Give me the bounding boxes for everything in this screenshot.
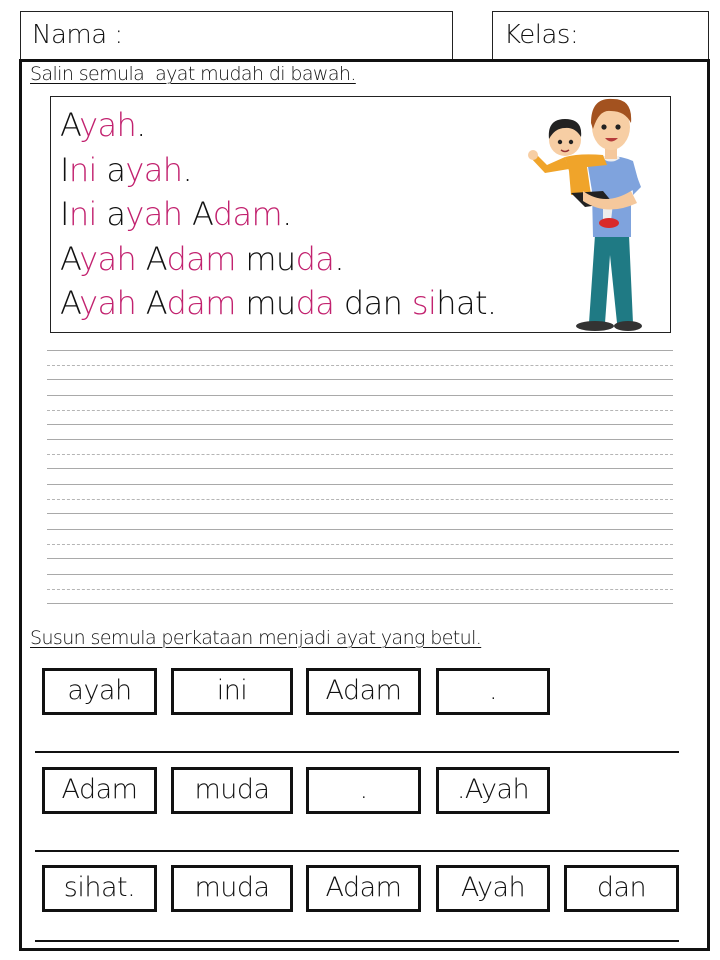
guide-midline (47, 410, 673, 411)
word-card[interactable]: ini (171, 668, 293, 715)
highlighted-syllable: ni (68, 195, 97, 233)
model-sentence (60, 103, 496, 148)
highlighted-syllable: dam (166, 284, 236, 322)
guide-line (47, 468, 673, 469)
highlighted-syllable: yah (125, 195, 183, 233)
guide-midline (47, 589, 673, 590)
syllable: . (282, 195, 292, 233)
model-sentence (60, 192, 496, 237)
syllable: A (136, 284, 167, 322)
highlighted-syllable: yah (79, 106, 137, 144)
guide-line (47, 395, 673, 396)
word-card[interactable]: ayah (42, 668, 157, 715)
father-carrying-son-icon (525, 95, 650, 333)
word-card[interactable]: Ayah (436, 865, 550, 912)
word-card[interactable]: . (436, 668, 550, 715)
copy-section-title: Salin semula ayat mudah di bawah. (30, 63, 356, 85)
syllable: A (60, 106, 80, 144)
guide-line (47, 484, 673, 485)
syllable: I (60, 195, 69, 233)
word-card[interactable]: Adam (42, 767, 157, 814)
word-card[interactable]: dan (564, 865, 679, 912)
syllable: A (60, 284, 80, 322)
arrange-section-title: Susun semula perkataan menjadi ayat yang betul. (30, 627, 482, 649)
guide-line (47, 529, 673, 530)
syllable: I (60, 150, 69, 189)
class-label: Kelas: (504, 20, 579, 50)
highlighted-syllable: si (411, 284, 437, 322)
highlighted-syllable: dam (166, 239, 236, 278)
guide-line (47, 350, 673, 351)
word-card[interactable]: . (306, 767, 421, 814)
syllable: mu (235, 239, 296, 278)
word-card[interactable]: muda (171, 767, 293, 814)
guide-midline (47, 365, 673, 366)
word-card[interactable]: muda (171, 865, 293, 912)
guide-line (47, 513, 673, 514)
guide-midline (47, 454, 673, 455)
highlighted-syllable: yah (79, 239, 137, 278)
highlighted-syllable: da (295, 239, 335, 278)
syllable: A (60, 239, 80, 278)
word-card[interactable]: .Ayah (436, 767, 550, 814)
syllable: A (182, 195, 213, 233)
highlighted-syllable: yah (79, 284, 137, 322)
model-sentence (60, 281, 496, 326)
guide-midline (47, 544, 673, 545)
syllable: A (136, 239, 167, 278)
syllable: mu (235, 284, 296, 322)
syllable: . (182, 150, 193, 189)
syllable: dan (334, 284, 412, 322)
guide-line (47, 439, 673, 440)
syllable: . (136, 106, 146, 144)
model-sentence (60, 148, 496, 193)
word-card[interactable]: Adam (306, 865, 421, 912)
father-son-illustration (525, 95, 650, 333)
class-field[interactable] (492, 11, 709, 61)
answer-line[interactable] (35, 940, 679, 942)
guide-line (47, 424, 673, 425)
highlighted-syllable: ni (68, 150, 97, 189)
sentence-list (60, 103, 496, 326)
word-card[interactable]: Adam (306, 668, 421, 715)
highlighted-syllable: dam (212, 195, 283, 233)
syllable: . (334, 239, 344, 278)
guide-line (47, 574, 673, 575)
guide-midline (47, 499, 673, 500)
answer-line[interactable] (35, 751, 679, 753)
name-field[interactable] (20, 11, 453, 61)
syllable: a (96, 195, 126, 233)
name-label: Nama : (32, 20, 123, 50)
guide-line (47, 379, 673, 380)
guide-line (47, 603, 673, 604)
highlighted-syllable: yah (125, 150, 183, 189)
model-sentence (60, 237, 496, 282)
syllable: hat. (436, 284, 497, 322)
syllable: a (96, 150, 126, 189)
answer-line[interactable] (35, 850, 679, 852)
guide-line (47, 558, 673, 559)
word-card[interactable]: sihat. (42, 865, 157, 912)
highlighted-syllable: da (295, 284, 335, 322)
